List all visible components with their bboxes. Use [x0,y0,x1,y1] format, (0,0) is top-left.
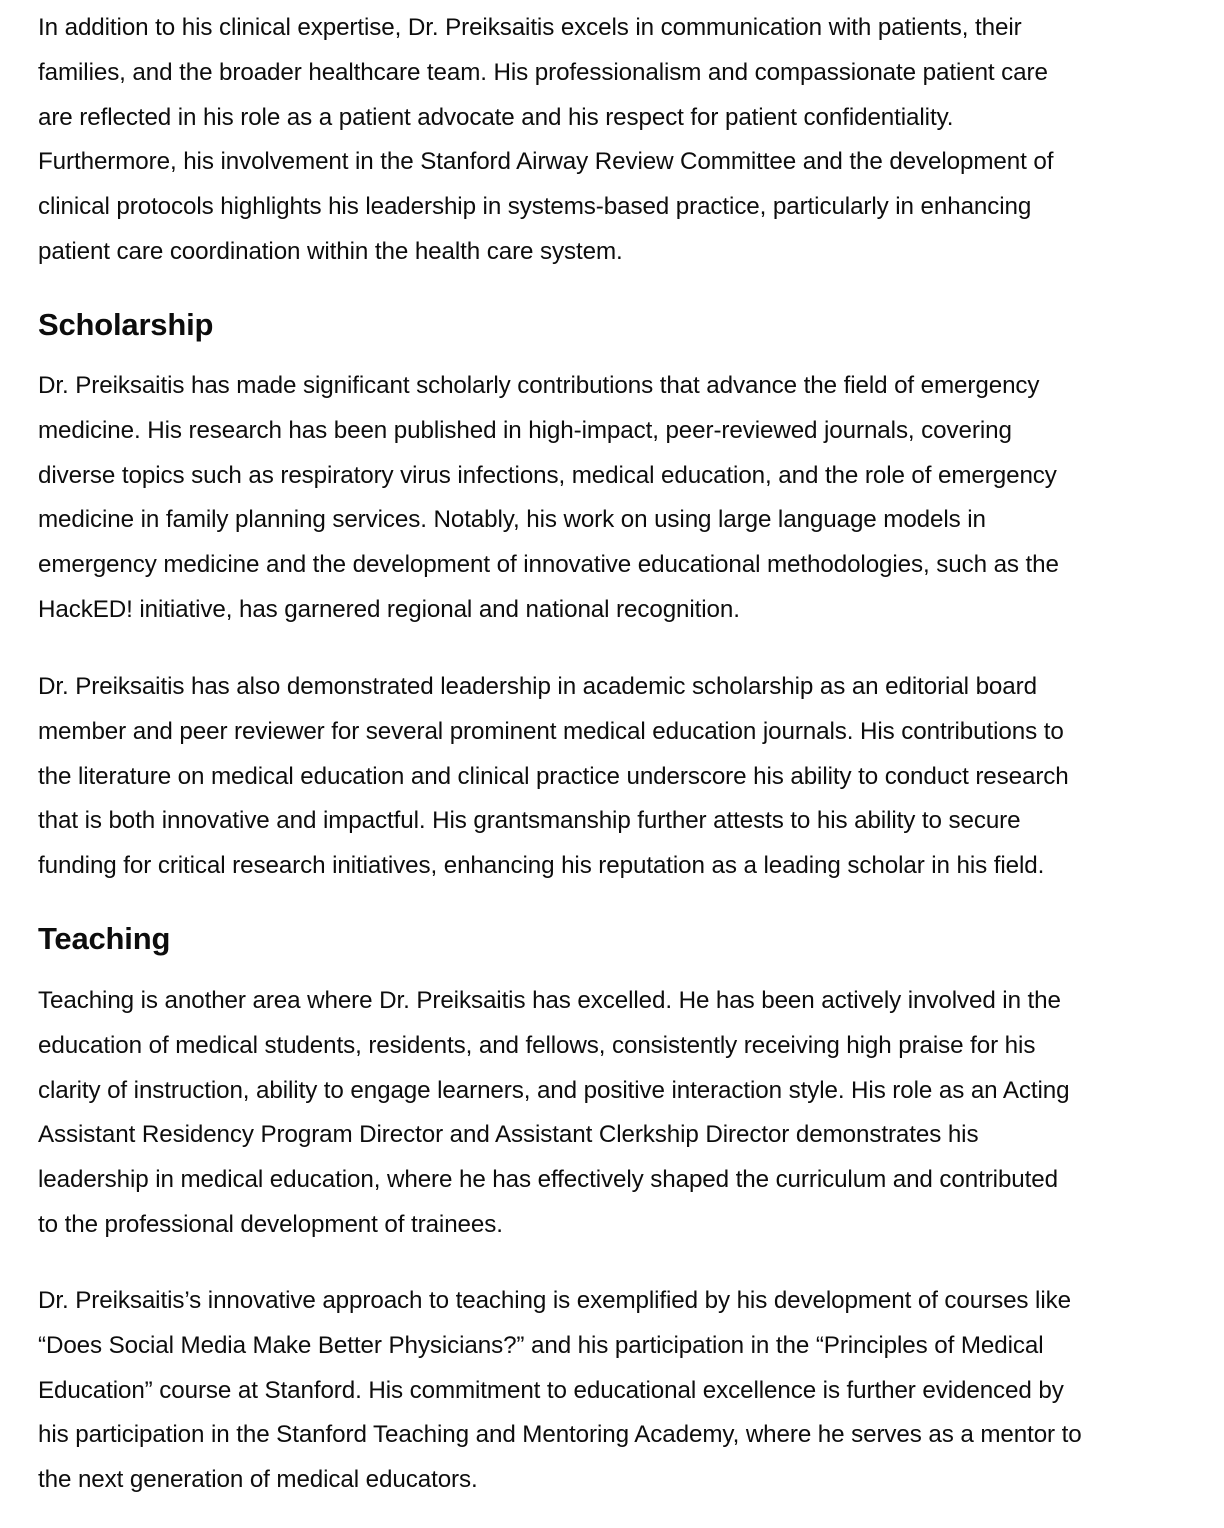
teaching-paragraph-2: Dr. Preiksaitis’s innovative approach to teaching is exemplified by his development of courses like “Does Social Media Make Better Physicians?” and his participation in the “Principles of Medical Education” course at Stanford. His commitment to educational excellence is further evidenced by his participation in the Stanford Teaching and Mentoring Academy, where he serves as a mentor to the next generation of medical educators. [38,1287,1082,1494]
scholarship-heading: Scholarship [38,307,214,342]
scholarship-paragraph-2: Dr. Preiksaitis has also demonstrated leadership in academic scholarship as an editorial board member and peer reviewer for several prominent medical education journals. His contributions to the literature on medical education and clinical practice underscore his ability to conduct research that is both innovative and impactful. His grantsmanship further attests to his ability to secure funding for critical research initiatives, enhancing his reputation as a leading scholar in his field. [38,673,1069,880]
intro-paragraph: In addition to his clinical expertise, Dr. Preiksaitis excels in communication with patients, their families, and the broader healthcare team. His professionalism and compassionate patient care are reflected in his role as a patient advocate and his respect for patient confidentiality. Furthermore, his involvement in the Stanford Airway Review Committee and the development of clinical protocols highlights his leadership in systems-based practice, particularly in enhancing patient care coordination within the health care system. [38,14,1054,265]
scholarship-paragraph-1: Dr. Preiksaitis has made significant scholarly contributions that advance the field of emergency medicine. His research has been published in high-impact, peer-reviewed journals, covering diverse topics such as respiratory virus infections, medical education, and the role of emergency medicine in family planning services. Notably, his work on using large language models in emergency medicine and the development of innovative educational methodologies, such as the HackED! initiative, has garnered regional and national recognition. [38,372,1059,623]
teaching-paragraph-1: Teaching is another area where Dr. Preiksaitis has excelled. He has been actively involved in the education of medical students, residents, and fellows, consistently receiving high praise for his clarity of instruction, ability to engage learners, and positive interaction style. His role as an Acting Assistant Residency Program Director and Assistant Clerkship Director demonstrates his leadership in medical education, where he has effectively shaped the curriculum and contributed to the professional development of trainees. [38,987,1070,1238]
teaching-heading: Teaching [38,921,171,956]
